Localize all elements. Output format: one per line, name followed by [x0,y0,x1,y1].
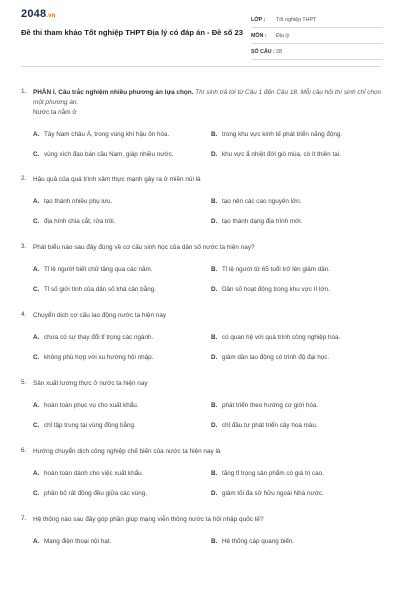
option-text: tạo nên các cao nguyên lớn. [222,197,302,205]
question-6 [21,447,383,503]
question-4 [21,311,383,367]
option-text: trong khu vực kinh tế phát triển năng động. [222,130,343,138]
option-text: hoàn toàn dành cho việc xuất khẩu. [44,469,144,477]
option-text: hoàn toàn phục vụ cho xuất khẩu. [44,401,139,409]
meta-value: Địa lý [276,32,290,39]
option-text: không phù hợp với xu hướng hội nhập. [44,353,154,361]
option-a[interactable] [33,191,205,211]
option-text: tạo thành dạng địa hình mới. [222,217,303,225]
question-text: Hậu quả của quá trình xâm thực mạnh gây ra ở miền núi là [33,176,201,183]
question-text: Phát biểu nào sau đây đúng về cơ cấu sinh học của dân số nước ta hiện nay? [33,244,255,251]
meta-label: MÔN : [251,32,267,39]
option-text: Mạng điện thoại nội hạt. [44,537,112,545]
option-text: phân bố rất đồng đều giữa các vùng. [44,489,147,497]
meta-value: 28 [276,48,282,55]
option-c[interactable] [33,144,205,164]
question-number: 2. [21,175,27,182]
option-letter: B. [211,537,218,545]
question-text: Hướng chuyển dịch công nghiệp chế biến của nước ta hiện nay là [33,448,221,455]
option-b[interactable] [211,327,383,347]
question-1 [21,88,383,164]
question-text: Chuyển dịch cơ cấu lao động nước ta hiện nay [33,312,167,319]
option-letter: A. [33,130,40,138]
option-letter: B. [211,265,218,273]
option-a[interactable] [33,327,205,347]
meta-value: Tốt nghiệp THPT [276,16,317,23]
option-c[interactable] [33,211,205,231]
option-letter: D. [211,489,218,497]
option-c[interactable] [33,279,205,299]
question-5 [21,379,383,435]
option-a[interactable] [33,463,205,483]
option-letter: C. [33,217,40,225]
option-b[interactable] [211,259,383,279]
header-divider [21,66,381,67]
option-letter: B. [211,197,218,205]
option-letter: D. [211,150,218,158]
option-letter: C. [33,489,40,497]
question-number: 6. [21,447,27,454]
option-c[interactable] [33,347,205,367]
option-letter: B. [211,469,218,477]
logo-suffix: .vn [46,13,56,19]
option-text: Hệ thống cáp quang biển. [222,537,295,545]
option-text: giảm dần lao động có trình độ đại học. [222,353,330,361]
answer-options [33,191,383,231]
question-3 [21,243,383,299]
option-text: giảm tối đa sở hữu ngoài Nhà nước. [222,489,324,497]
option-letter: D. [211,217,218,225]
option-d[interactable] [211,211,383,231]
answer-options [33,124,383,164]
option-a[interactable] [33,124,205,144]
option-c[interactable] [33,483,205,503]
option-letter: D. [211,421,218,429]
page-header [21,8,381,60]
option-b[interactable] [211,463,383,483]
option-b[interactable] [211,395,383,415]
option-letter: A. [33,401,40,409]
option-d[interactable] [211,347,383,367]
meta-row-count [251,44,383,60]
section-instruction: Thí sinh trả lời từ Câu 1 đến Câu 18. Mỗi câu hỏi thí sinh chỉ chọn một phương án. [33,89,382,106]
option-text: chỉ đầu tư phát triển cây hoa màu. [222,421,318,429]
option-text: địa hình chia cắt, rửa trôi. [44,217,116,225]
question-text: Hệ thống nào sau đây góp phần giúp mạng viễn thông nước ta hội nhập quốc tế? [33,516,264,523]
option-d[interactable] [211,144,383,164]
question-number: 3. [21,243,27,250]
option-b[interactable] [211,191,383,211]
option-letter: C. [33,150,40,158]
site-logo[interactable] [21,8,56,20]
answer-options [33,259,383,299]
meta-label: SỐ CÂU : [251,48,275,55]
option-d[interactable] [211,483,383,503]
meta-row-class [251,12,383,28]
meta-table [251,12,383,60]
document-title: Đề thi tham khảo Tốt nghiệp THPT Địa lý có đáp án - Đề số 23 [21,28,243,37]
answer-options [33,395,383,435]
option-letter: A. [33,333,40,341]
question-list [21,88,383,551]
option-a[interactable] [33,259,205,279]
meta-label: LỚP : [251,16,266,23]
option-text: chưa có sự thay đổi tỉ trọng các ngành. [44,333,154,341]
logo-text: 2048 [21,8,47,20]
option-text: có quan hệ với quá trình công nghiệp hóa. [222,333,341,341]
option-text: Tỉ lệ người từ 65 tuổi trở lên giảm dần. [222,265,331,273]
section-heading: PHẦN I. Câu trắc nghiệm nhiều phương án lựa chọn. [33,89,194,96]
option-letter: C. [33,421,40,429]
option-letter: A. [33,469,40,477]
option-letter: D. [211,285,218,293]
question-text [33,88,383,108]
option-letter: A. [33,265,40,273]
option-c[interactable] [33,415,205,435]
option-text: Tây Nam châu Á, trong vùng khí hậu ôn hòa. [44,130,170,138]
question-number: 7. [21,515,27,522]
answer-options [33,327,383,367]
question-2 [21,175,383,231]
question-text: Sản xuất lương thực ở nước ta hiện nay [33,380,148,387]
option-text: Dân số hoạt động trong khu vực II lớn. [222,285,330,293]
option-letter: C. [33,353,40,361]
question-number: 4. [21,311,27,318]
option-text: tăng tỉ trọng sản phẩm có giá trị cao. [222,469,324,477]
meta-row-subject [251,28,383,44]
option-text: vùng xích đạo bán cầu Nam, giáp nhiều nước. [44,150,174,158]
option-letter: A. [33,197,40,205]
option-text: Tỉ lệ người biết chữ tăng qua các năm. [44,265,153,273]
question-7 [21,515,383,551]
option-a[interactable] [33,531,205,551]
question-number: 1. [21,88,27,95]
option-letter: D. [211,353,218,361]
option-a[interactable] [33,395,205,415]
option-b[interactable] [211,124,383,144]
answer-options [33,463,383,503]
option-text: phát triển theo hướng cơ giới hóa. [222,401,319,409]
option-letter: A. [33,537,40,545]
option-text: chỉ tập trung tại vùng đồng bằng. [44,421,136,429]
option-text: Tỉ số giới tính của dân số khá cân bằng. [44,285,156,293]
question-number: 5. [21,379,27,386]
option-text: khu vực ẩ nhiệt đới gió mùa, có ít thiên tai. [222,150,341,158]
option-b[interactable] [211,531,383,551]
option-letter: C. [33,285,40,293]
option-text: tạo thành nhiều phụ lưu. [44,197,113,205]
option-letter: B. [211,130,218,138]
question-stem: Nước ta nằm ở [33,109,77,116]
answer-options [33,531,383,551]
option-letter: B. [211,333,218,341]
option-d[interactable] [211,415,383,435]
option-letter: B. [211,401,218,409]
option-d[interactable] [211,279,383,299]
